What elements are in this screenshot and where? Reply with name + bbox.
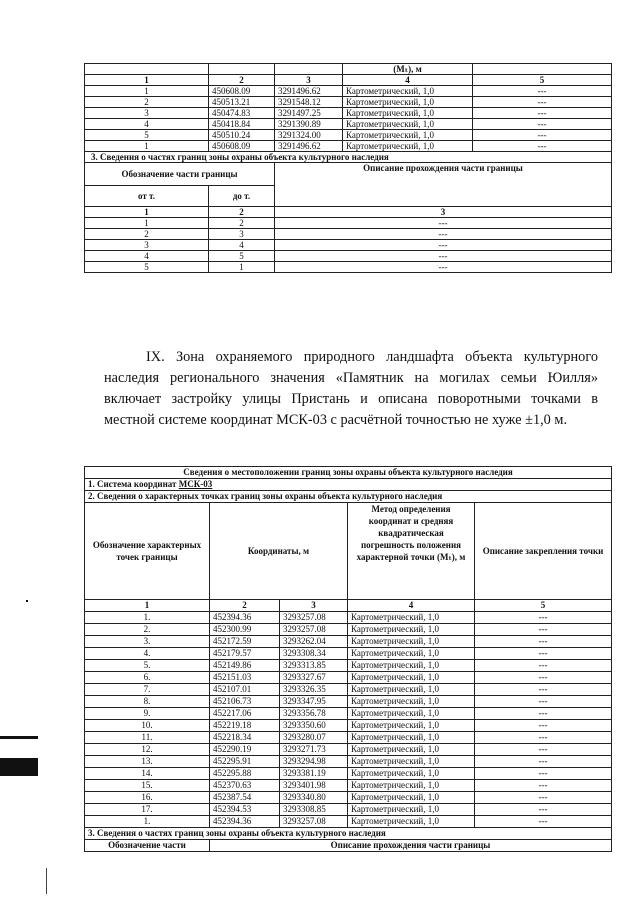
scan-line [46,868,47,894]
table-cell: --- [475,660,612,672]
table-row [85,780,612,792]
table-cell: Картометрический, 1,0 [348,696,475,708]
table-2 [84,466,612,852]
column-number: 4 [343,75,473,86]
parts-num: 1 [85,207,209,218]
table-cell: 452172.59 [210,636,280,648]
table-cell: --- [475,612,612,624]
table-cell: 452107.01 [210,684,280,696]
table-cell: 452217.06 [210,708,280,720]
table-cell: 450510.24 [209,130,275,141]
table2-parts-title: 3. Сведения о частях границ зоны охраны объекта культурного наследия [85,828,612,840]
parts-num: 3 [275,207,612,218]
table-cell: 452300.99 [210,624,280,636]
table-cell: 11. [85,732,210,744]
table-row [85,86,612,97]
table-row [85,97,612,108]
scan-mark [0,758,38,776]
table-cell: 14. [85,768,210,780]
table-cell: --- [275,229,612,240]
table-cell: --- [473,97,612,108]
table-cell: 2 [85,229,209,240]
table-cell: --- [275,218,612,229]
table-row [85,804,612,816]
table-cell: Картометрический, 1,0 [348,780,475,792]
table-cell: 3291496.62 [275,141,343,152]
table-cell: 1 [209,262,275,273]
table-row [85,636,612,648]
table-cell: --- [475,684,612,696]
table-cell: --- [475,744,612,756]
table-cell: Картометрический, 1,0 [348,708,475,720]
scan-dot [26,600,28,602]
column-number: 1 [85,75,209,86]
table-row [85,141,612,152]
table-cell: 3293294.98 [280,756,348,768]
table-cell: 3293257.08 [280,612,348,624]
table-cell: --- [473,108,612,119]
table-cell: Картометрический, 1,0 [348,732,475,744]
scan-mark [0,736,38,739]
table-cell: Картометрический, 1,0 [343,86,473,97]
table-cell: 15. [85,780,210,792]
table-cell: 2 [209,218,275,229]
table-cell: --- [473,119,612,130]
table-cell: 450608.09 [209,141,275,152]
table2-title: Сведения о местоположении границ зоны охраны объекта культурного наследия [85,467,612,479]
table-cell: --- [475,804,612,816]
table-cell: 1 [85,218,209,229]
table-cell: 3291390.89 [275,119,343,130]
table-cell: Картометрический, 1,0 [343,141,473,152]
table-cell: Картометрический, 1,0 [348,660,475,672]
table-cell: Картометрический, 1,0 [348,744,475,756]
table-row [85,624,612,636]
table-cell: 3291548.12 [275,97,343,108]
table-cell: 452151.03 [210,672,280,684]
table-cell: 4 [85,119,209,130]
table-cell: Картометрический, 1,0 [343,119,473,130]
table-cell: 4 [209,240,275,251]
table-cell: 450608.09 [209,86,275,97]
table-cell: 5 [85,130,209,141]
table-cell: 3. [85,636,210,648]
table-cell: Картометрический, 1,0 [343,97,473,108]
table-row [85,720,612,732]
table-cell: 6. [85,672,210,684]
table-cell: 1. [85,816,210,828]
table-cell: 3293350.60 [280,720,348,732]
parts-to-header: до т. [209,186,275,207]
table-cell: 3 [209,229,275,240]
header-blank [209,64,275,75]
table-cell: Картометрический, 1,0 [348,624,475,636]
table-cell: 450474.83 [209,108,275,119]
column-number: 4 [348,600,475,612]
mt-header: (Mₜ), м [343,64,473,75]
table-cell: --- [475,708,612,720]
table-cell: 17. [85,804,210,816]
table-row [85,744,612,756]
table-cell: --- [475,672,612,684]
table-cell: 5 [209,251,275,262]
header-blank [473,64,612,75]
table-cell: 452218.34 [210,732,280,744]
table-row [85,108,612,119]
table-cell: 450513.21 [209,97,275,108]
table-cell: 8. [85,696,210,708]
table-cell: --- [475,648,612,660]
parts-col2-header: Описание прохождения части границы [275,163,612,207]
points-title: 2. Сведения о характерных точках границ зоны охраны объекта культурного наследия [85,491,612,503]
table-cell: 3293340.80 [280,792,348,804]
table-cell: Картометрический, 1,0 [343,130,473,141]
table-cell: Картометрический, 1,0 [348,792,475,804]
table-cell: 3 [85,108,209,119]
table-row [85,218,612,229]
table-cell: 452295.88 [210,768,280,780]
table-cell: Картометрический, 1,0 [348,672,475,684]
table-cell: 452106.73 [210,696,280,708]
table-row [85,660,612,672]
table-cell: 3 [85,240,209,251]
table-cell: 3293356.78 [280,708,348,720]
table-cell: --- [473,86,612,97]
table-cell: 10. [85,720,210,732]
table-cell: Картометрический, 1,0 [348,720,475,732]
table-cell: 3291496.62 [275,86,343,97]
table-cell: --- [475,636,612,648]
table-row [85,696,612,708]
table-cell: --- [475,816,612,828]
table-row [85,648,612,660]
table-cell: 3293257.08 [280,816,348,828]
table-cell: 3293262.04 [280,636,348,648]
table-cell: Картометрический, 1,0 [348,612,475,624]
table-row [85,119,612,130]
table-cell: 450418.84 [209,119,275,130]
table-row [85,229,612,240]
table-cell: --- [275,240,612,251]
table-cell: 3293347.95 [280,696,348,708]
table-cell: 452219.18 [210,720,280,732]
table-cell: Картометрический, 1,0 [348,768,475,780]
h-point-designation: Обозначение характерных точек границы [85,503,210,600]
table-cell: 3293257.08 [280,624,348,636]
table-cell: --- [475,756,612,768]
table-cell: Картометрический, 1,0 [348,756,475,768]
table-cell: 1 [85,141,209,152]
table-cell: 3293271.73 [280,744,348,756]
table-row [85,684,612,696]
table-row [85,130,612,141]
table-row [85,708,612,720]
table-cell: 452290.19 [210,744,280,756]
table-cell: 3291497.25 [275,108,343,119]
table-cell: --- [473,130,612,141]
table2-parts-col2: Описание прохождения части границы [210,840,612,852]
table-cell: 3293401.98 [280,780,348,792]
table-cell: 3293308.85 [280,804,348,816]
table-row [85,612,612,624]
table-cell: 12. [85,744,210,756]
table-row [85,732,612,744]
table-cell: 1. [85,612,210,624]
table-cell: --- [475,696,612,708]
column-number: 1 [85,600,210,612]
table-cell: 4. [85,648,210,660]
table-cell: 4 [85,251,209,262]
table-cell: --- [475,780,612,792]
table-cell: --- [475,720,612,732]
parts-from-header: от т. [85,186,209,207]
table-cell: --- [475,624,612,636]
table-cell: 3293280.07 [280,732,348,744]
table-cell: 452394.53 [210,804,280,816]
table-cell: --- [475,792,612,804]
table-cell: 5. [85,660,210,672]
table-cell: 3293381.19 [280,768,348,780]
table-cell: 452179.57 [210,648,280,660]
table-row [85,672,612,684]
column-number: 5 [473,75,612,86]
table-cell: 452149.86 [210,660,280,672]
table-row [85,251,612,262]
table-cell: 3293308.34 [280,648,348,660]
header-blank [85,64,209,75]
section-ix-paragraph [104,347,598,431]
h-method: Метод определения координат и средняя квадратическая погрешность положения характерной точки (Mₜ), м [348,503,475,600]
coord-system [85,479,612,491]
paragraph-text: IX. Зона охраняемого природного ландшафта объекта культурного наследия регионального значения «Памятник на могилах семьи Юилля» включает застройку улицы Пристань и описана поворотными точками в местной системе координат МСК-03 с расчётной точностью не хуже ±1,0 м. [104,349,598,428]
table-cell: --- [475,768,612,780]
h-coordinates: Координаты, м [210,503,348,600]
column-number: 2 [209,75,275,86]
table-cell: 3293327.67 [280,672,348,684]
header-blank [275,64,343,75]
table-cell: 1 [85,86,209,97]
table-cell: 452387.54 [210,792,280,804]
table-row [85,240,612,251]
table-cell: 452394.36 [210,816,280,828]
coord-system-label: 1. Система координат [88,479,177,489]
table-cell: Картометрический, 1,0 [343,108,473,119]
table-cell: Картометрический, 1,0 [348,684,475,696]
table-cell: 3293313.85 [280,660,348,672]
parts-title: 3. Сведения о частях границ зоны охраны объекта культурного наследия [85,152,612,163]
table-row [85,262,612,273]
parts-col1-header: Обозначение части границы [85,163,275,186]
column-number: 5 [475,600,612,612]
h-fixing: Описание закрепления точки [475,503,612,600]
table-cell: 452370.63 [210,780,280,792]
column-number: 2 [210,600,280,612]
table-cell: --- [473,141,612,152]
column-number: 3 [280,600,348,612]
table-cell: 452394.36 [210,612,280,624]
table-cell: 3291324.00 [275,130,343,141]
table-cell: Картометрический, 1,0 [348,816,475,828]
table-row [85,768,612,780]
table-cell: 5 [85,262,209,273]
coord-system-value: МСК-03 [178,479,213,489]
table-cell: 3293326.35 [280,684,348,696]
table-cell: 2. [85,624,210,636]
table-cell: Картометрический, 1,0 [348,636,475,648]
table-cell: 7. [85,684,210,696]
table-cell: Картометрический, 1,0 [348,648,475,660]
table-row [85,756,612,768]
table2-parts-col1: Обозначение части [85,840,210,852]
table-row [85,792,612,804]
parts-num: 2 [209,207,275,218]
table-row [85,816,612,828]
table-cell: --- [275,262,612,273]
table-cell: 452295.91 [210,756,280,768]
table-cell: --- [275,251,612,262]
table-1 [84,63,612,273]
table-cell: 16. [85,792,210,804]
table-cell: 2 [85,97,209,108]
table-cell: 9. [85,708,210,720]
table-cell: 13. [85,756,210,768]
table-cell: Картометрический, 1,0 [348,804,475,816]
table-cell: --- [475,732,612,744]
column-number: 3 [275,75,343,86]
